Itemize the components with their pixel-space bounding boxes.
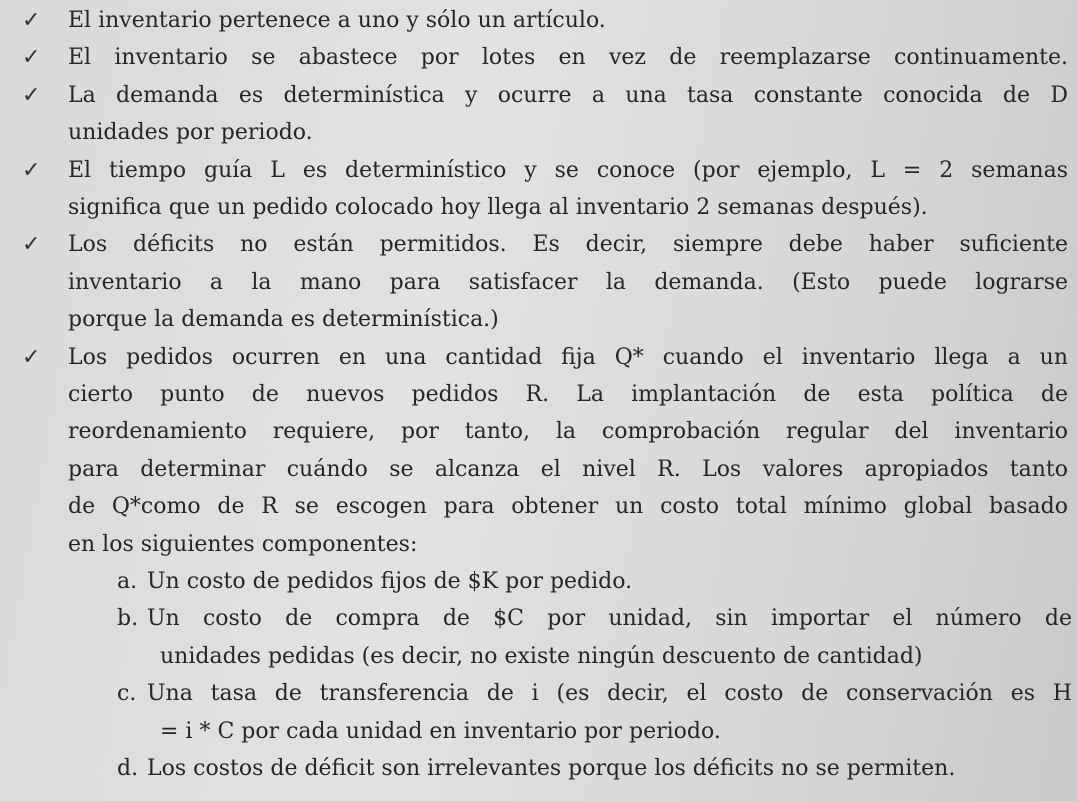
- subitem-line: unidades pedidas (es decir, no existe ningún descuento de cantidad): [160, 643, 923, 669]
- check-icon: ✓: [22, 157, 41, 183]
- subitem-line: Un costo de compra de $C por unidad, sin importar el número de: [147, 606, 1072, 632]
- check-icon: ✓: [22, 8, 41, 33]
- subitem-letter: d.: [117, 756, 139, 781]
- bullet-line: El inventario pertenece a uno y sólo un artículo.: [68, 8, 606, 33]
- subitem-line: = i * C por cada unidad en inventario por periodo.: [160, 718, 721, 744]
- bullet-line: unidades por periodo.: [68, 120, 313, 146]
- bullet-line: El tiempo guía L es determinístico y se conoce (por ejemplo, L = 2 semanas: [68, 157, 1068, 183]
- bullet-line: inventario a la mano para satisfacer la demanda. (Esto puede lograrse: [68, 269, 1068, 295]
- bullet-line: reordenamiento requiere, por tanto, la comprobación regular del inventario: [68, 419, 1068, 445]
- check-icon: ✓: [22, 344, 41, 370]
- subitem-line: Los costos de déficit son irrelevantes porque los déficits no se permiten.: [147, 756, 956, 781]
- check-icon: ✓: [22, 45, 41, 71]
- bullet-line: La demanda es determinística y ocurre a una tasa constante conocida de D: [68, 82, 1068, 108]
- bullet-line: significa que un pedido colocado hoy llega al inventario 2 semanas después).: [68, 195, 928, 220]
- bullet-line: para determinar cuándo se alcanza el nivel R. Los valores apropiados tanto: [68, 456, 1068, 482]
- check-icon: ✓: [22, 82, 41, 108]
- check-icon: ✓: [22, 232, 41, 258]
- bullet-line: Los pedidos ocurren en una cantidad fija Q* cuando el inventario llega a un: [68, 344, 1068, 370]
- bullet-line: Los déficits no están permitidos. Es decir, siempre debe haber suficiente: [68, 232, 1068, 258]
- bullet-line: de Q*como de R se escogen para obtener un costo total mínimo global basado: [68, 494, 1068, 520]
- bullet-line: cierto punto de nuevos pedidos R. La implantación de esta política de: [68, 382, 1068, 407]
- subitem-letter: c.: [117, 681, 137, 707]
- bullet-line: porque la demanda es determinística.): [68, 307, 499, 333]
- bullet-line: El inventario se abastece por lotes en vez de reemplazarse continuamente.: [68, 45, 1068, 71]
- subitem-letter: b.: [117, 606, 139, 632]
- subitem-line: Un costo de pedidos fijos de $K por pedido.: [147, 569, 633, 594]
- subitem-line: Una tasa de transferencia de i (es decir, el costo de conservación es H: [147, 681, 1072, 707]
- subitem-letter: a.: [117, 569, 138, 594]
- bullet-line: en los siguientes componentes:: [68, 531, 418, 557]
